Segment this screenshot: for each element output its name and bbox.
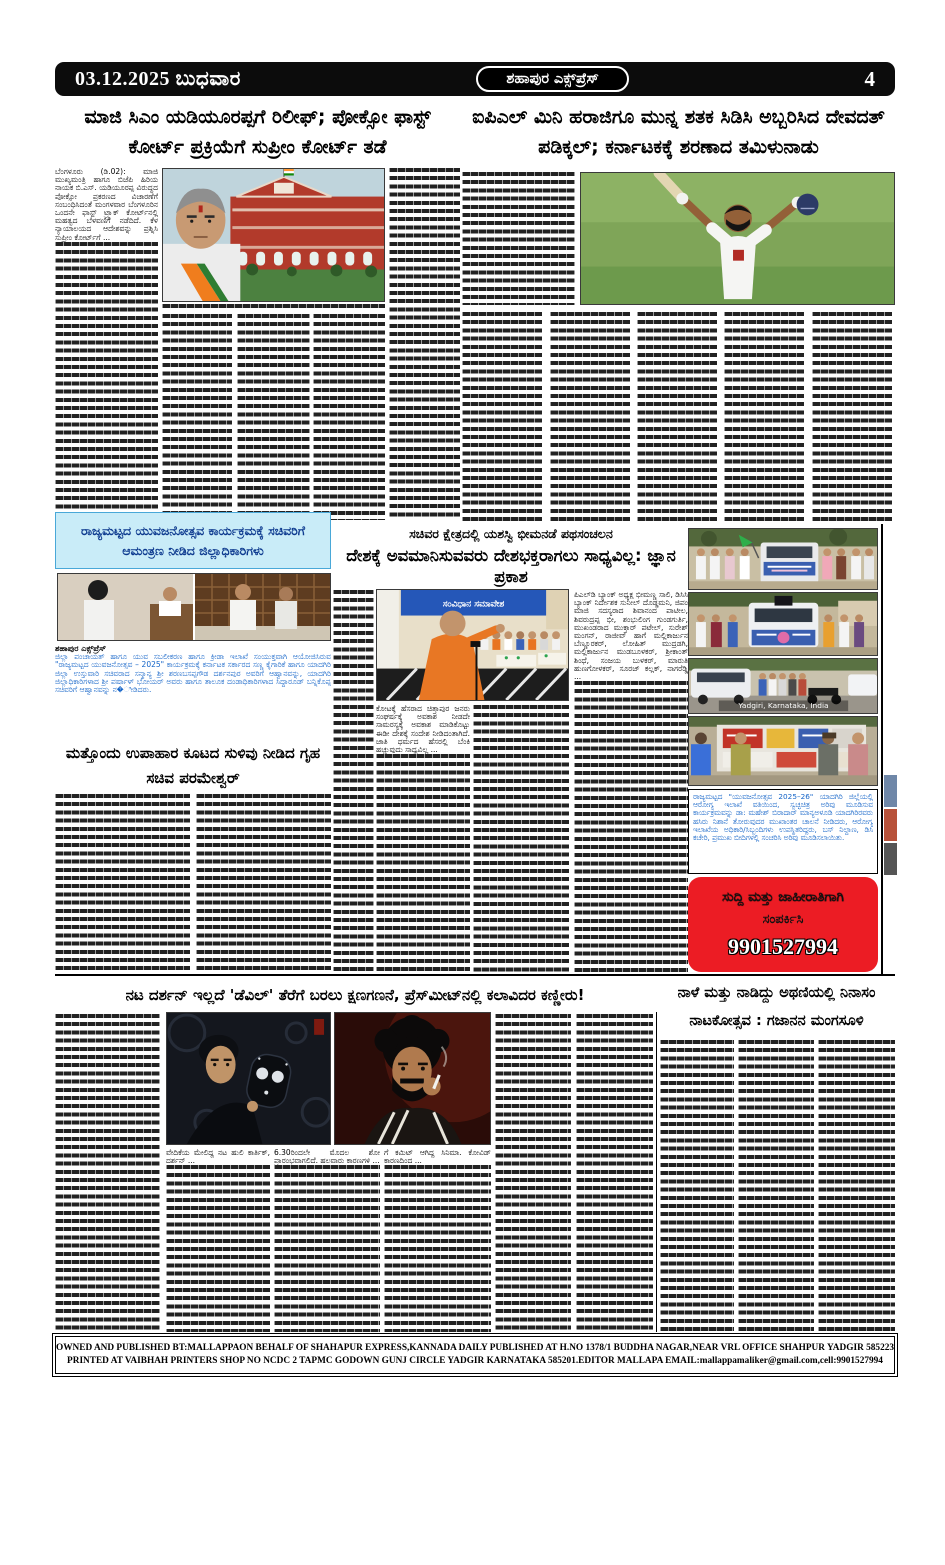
body-text-block — [55, 242, 158, 520]
body-text-block — [333, 590, 374, 975]
body-text-block — [660, 1040, 734, 1332]
cricketer-celebration-photo — [580, 172, 895, 305]
actor-press-meet-still — [334, 1012, 491, 1145]
body-text-block — [196, 794, 331, 976]
ad-phone-number: 9901527994 — [728, 934, 838, 960]
body-text-block — [576, 1014, 653, 1332]
body-text-block — [462, 172, 575, 305]
body-text-block — [818, 1040, 895, 1332]
body-text-block — [376, 754, 470, 975]
devil-movie-still — [166, 1012, 331, 1145]
monk-speech-photo — [376, 589, 569, 701]
headline-yediyurappa-relief: ಮಾಜಿ ಸಿಎಂ ಯಡಿಯೂರಪ್ಪಗೆ ರಿಲೀಫ್; ಪೋಕ್ಸೋ ಫಾಸ್ಟ್ ಕೋರ್ಟ್ ಪ್ರಕ್ರಿಯೆಗೆ ಸುಪ್ರೀಂ ಕೋರ್ಟ್ ತಡೆ — [84, 106, 431, 158]
flag-off-photo-2 — [688, 592, 878, 656]
footer-line-2: PRINTED AT VAIBHAH PRINTERS SHOP NO NCDC 2 TAPMC GODOWN GUNJ CIRCLE YADGIR KARNATAKA 585201.EDITOR MALLAPA EMAIL:mallappamaliker@gmail.com,cell:9901527994 — [67, 1356, 883, 1366]
masthead-title: ಶಹಾಪುರ ಎಕ್ಸ್‌ಪ್ರೆಸ್ — [476, 66, 628, 92]
yediyurappa-highcourt-photo — [162, 168, 385, 302]
street-vehicles-photo — [688, 658, 878, 714]
text-column — [55, 168, 158, 520]
body-text-block — [384, 1165, 491, 1332]
caption-source: ಶಹಾಪುರ ಎಕ್ಸ್‌ಪ್ರೆಸ್ — [55, 645, 107, 653]
ad-line2: ಸಂಪರ್ಕಿಸಿ — [762, 911, 804, 927]
body-text-block — [473, 705, 569, 975]
body-text-block — [274, 1165, 380, 1332]
kicker-bheemanade-march: ಸಚಿವರ ಕ್ಷೇತ್ರದಲ್ಲಿ ಯಶಸ್ವಿ ಭೀಮನಡೆ ಪಥಸಂಚಲನ — [409, 526, 613, 541]
body-text-block — [724, 312, 804, 522]
body-text-block — [55, 1014, 160, 1332]
body-text-block — [313, 314, 385, 520]
text-column — [384, 1149, 491, 1332]
text-column — [274, 1149, 380, 1332]
headline-padikkal-century: ಐಪಿಎಲ್ ಮಿನಿ ಹರಾಜಿಗೂ ಮುನ್ನ ಶತಕ ಸಿಡಿಸಿ ಅಬ್ಬರಿಸಿದ ದೇವದತ್ ಪಡಿಕ್ಕಲ್; ಕರ್ನಾಟಕಕ್ಕೆ ಶರಣಾದ ತಮಿಳುನಾಡು — [472, 106, 885, 158]
body-text-block — [166, 1165, 270, 1332]
masthead — [55, 62, 895, 96]
text-column — [574, 591, 688, 975]
masthead-date: 03.12.2025 ಬುಧವಾರ — [75, 67, 241, 90]
caption-text: ಜಿಲ್ಲಾ ಪಂಚಾಯತ್ ಹಾಗೂ ಯುವ ಸಬಲೀಕರಣ ಹಾಗೂ ಕ್ರೀಡಾ ಇಲಾಖೆ ಸಂಯುಕ್ತವಾಗಿ ಆಯೋಜಿಸಿರುವ "ರಾಜ್ಯಮಟ್ಟದ ಯುವಜನೋತ್ಸವ – 2025" ಕಾರ್ಯಕ್ರಮಕ್ಕೆ ಕರ್ನಾಟಕ ಸರ್ಕಾರದ ಸಣ್ಣ ಕೈಗಾರಿಕೆ ಹಾಗೂ ಯಾದಗಿರಿ ಜಿಲ್ಲಾ ಉಸ್ತುವಾರಿ ಸಚಿವರಾದ ಸನ್ಮಾನ್ಯ ಶ್ರೀ ಶರಣಬಸಪ್ಪಗೌಡ ದರ್ಶನಪುರ ಅವರಿಗೆ ಆಹ್ವಾನವನ್ನು, ಯಾದಗಿರಿ ಜಿಲ್ಲಾಧಿಕಾರಿಗಳಾದ ಶ್ರೀ ಪರ್ಷಾಳ್ ಭೋಯರ್ ಅವರು ಹಾಗೂ ತಾಲೂಕ ದಂಡಾಧಿಕಾರಿಗಳಾದ ಸಿದ್ದಾರೂಡ್ ಬನ್ನಿಕೊಪ್ಪ ಸಚಿವರಿಗೆ ಆಹ್ವಾನವನ್ನು ನ�ೀಡಿದರು. — [55, 652, 331, 695]
text-column — [376, 705, 470, 975]
body-text-block — [389, 168, 460, 520]
flag-off-photo-1 — [688, 528, 878, 590]
section-divider — [55, 974, 895, 976]
photo-caption-block — [55, 645, 331, 738]
headline-youth-festival-invitation: ರಾಜ್ಯಮಟ್ಟದ ಯುವಜನೋತ್ಸವ ಕಾರ್ಯಕ್ರಮಕ್ಕೆ ಸಚಿವರಿಗೆ ಆಮಂತ್ರಣ ನೀಡಿದ ಜಿಲ್ಲಾಧಿಕಾರಿಗಳು — [55, 512, 331, 569]
dignitaries-names-text: ಪಿಎಲ್‌ಡಿ ಬ್ಯಾಂಕ್ ಅಧ್ಯಕ್ಷ ಭೀಮಣ್ಣ ಸಾಲಿ, ಡಿಸಿಸಿ ಬ್ಯಾಂಕ್ ನಿರ್ದೇಶಕ ಸುನೀಲ್ ದೊಡ್ಡಮನಿ, ಜಿಪಂ ಮಾಜಿ ಸದಸ್ಯರಾದ ಶಿವಾನಂದ ಪಾಟೀಲ, ಶಿವರುದ್ರಪ್ಪ ಭೀ, ಶಂಭುಲಿಂಗ ಗುಂಡಗುರ್ತಿ, ಮುಖಂಡರಾದ ಮುಕ್ತಾರ್ ಪಟೇಲ್, ಸುರೇಶ್ ಮಂಗನ್, ರಾಜೀವ್ ಹಾಗೆ ಮಲ್ಲಿಕಾರ್ಜುನ ಬೆಣ್ಣೂರಕರ್, ಲೋಹಿತ್ ಮುದ್ರಡಗಿ, ಮಲ್ಲಿಕಾರ್ಜುನ ಮುಡಬೂಳಕರ್, ಶ್ರೀಕಾಂತ್ ಶಿಂಧೆ, ಸಂಜಯ ಬುಳಕರ್, ಮಾರುತಿ ಹುಣಗೋಳಕರ್, ಸೂರಜ್ ಕಲ್ಲಕ್, ನಾಗರೆಡ್ಡಿ ... — [574, 591, 688, 682]
caption-text: ರಾಜ್ಯಮಟ್ಟದ "ಯುವಜನೋತ್ಸವ 2025–26" ಯಾದಗಿರಿ ಜಿಲ್ಲೆಯಲ್ಲಿ ಆರೋಗ್ಯ ಇಲಾಖೆ ವತಿಯಿಂದ, ಸ್ವಚ್ಛಚಿತ್ರ ಅರಿವು ಮೂಡಿಸುವ ಕಾರ್ಯಕ್ರಮವನ್ನು ಡಾ: ಮಹೇಶ್ ಬಿರಾದಾರ್ ಮಾನ್ಯಅಳೂಡಿ ಯಾದಗಿರಿರವರು ಹಸಿರು ನಿಶಾನೆ ತೋರುವುದರ ಮುಖಾಂತರ ಚಾಲನೆ ನೀಡಿದರು, ಆರೋಗ್ಯ ಇಲಾಖೆಯ ಅಧಿಕಾರಿ/ಸಿಬ್ಬಂದಿಗಳು ಉಪಸ್ಥಿತರಿದ್ದರು, ಬಸ್ ನಿಲ್ದಾಣ, ಡಿಸಿ ಕಚೇರಿ, ಪ್ರಮುಖ ಬೀದಿಗಳಲ್ಲಿ ಸಂಚರಿಸಿ ಅರಿವು ಮೂಡಿಸಲಾಯಿತು. — [693, 792, 873, 843]
body-text-block — [162, 314, 232, 520]
news-ad-box — [688, 877, 878, 972]
article-snippet: 6.30ರಿಂದಲೇ ಮೊದಲ ಶೋ ಪ್ರಾರಂಭವಾಗಲಿದೆ. ಹಲವಾರು ಕಾರಣಗಳಿ ... — [274, 1149, 380, 1166]
text-column — [166, 1149, 270, 1332]
column-divider — [656, 1012, 657, 1332]
banner-text: ಸಂವಿಧಾನ ಸಮಾವೇಶ — [442, 599, 505, 610]
body-text-block — [574, 681, 688, 975]
article-lead: ಕೋಟಕ್ಕೆ ಹೆಸರಾದ ಚಿತ್ತಾಪುರ ಜನರು ಸಂಘರ್ಷಕ್ಕೆ ಅವಕಾಶ ನೀಡದೇ ಸಾಮರಸ್ಯಕ್ಕೆ ಅವಕಾಶ ಮಾಡಿಕೊಟ್ಟು ಈಡೀ ದೇಶಕ್ಕೆ ಸಂದೇಶ ನೀಡಿದಂತಾಗಿದೆ. ಜಾತಿ ಧರ್ಮದ ಹೆಸರಲ್ಲಿ ಬೆಂಕಿ ಹಚ್ಚುವುದು ಸಾಧ್ಯವಿಲ್ಲ ... — [376, 705, 470, 755]
body-text-block — [55, 794, 190, 976]
headline-gnana-prakash: ದೇಶಕ್ಕೆ ಅವಮಾನಿಸುವವರು ದೇಶಭಕ್ತರಾಗಲು ಸಾಧ್ಯವಿಲ್ಲ: ಜ್ಞಾನ ಪ್ರಕಾಶ — [346, 546, 676, 586]
photo-caption-line — [162, 304, 385, 311]
photo-caption-box — [688, 789, 878, 874]
body-text-block — [462, 312, 542, 522]
ad-line1: ಸುದ್ದಿ ಮತ್ತು ಜಾಹೀರಾತಿಗಾಗಿ — [722, 888, 844, 905]
photo-location-overlay: Yadgiri, Karnataka, India — [738, 701, 829, 711]
article-snippet: ಗೆ ಕಮಿಟ್ ಆಗಿದ್ದ ಸಿನಿಮಾ. ಕೋವಿಡ್ ಕಾರಣದಿಂದ ... — [384, 1149, 491, 1166]
headline-devil-movie: ನಟ ದರ್ಶನ್ ಇಲ್ಲದೆ 'ಡೆವಿಲ್' ತೆರೆಗೆ ಬರಲು ಕ್ಷಣಗಣನೆ, ಪ್ರೆಸ್‌ಮೀಟ್‌ನಲ್ಲಿ ಕಲಾವಿದರ ಕಣ್ಣೀರು! — [125, 986, 585, 1004]
poster-van-photo — [688, 716, 878, 786]
footer-line-1: OWNED AND PUBLISHED BT:MALLAPPAON BEHALF OF SHAHAPUR EXPRESS,KANNADA DAILY PUBLISHED AT H.NO 1378/1 BUDDHA NAGAR,NEAR VRL OFFICE SHAHPUR YADGIR 585223 — [56, 1342, 895, 1353]
body-text-block — [637, 312, 717, 522]
headline-ninasam-drama-festival: ನಾಳೆ ಮತ್ತು ನಾಡಿದ್ದು ಅಥಣಿಯಲ್ಲಿ ನಿನಾಸಂ ನಾಟಕೋತ್ಸವ : ಗಜಾನನ ಮಂಗಸೂಳಿ — [677, 985, 876, 1029]
body-text-block — [550, 312, 630, 522]
body-text-block — [495, 1014, 571, 1332]
article-lead: ಬೆಂಗಳೂರು (ಡಿ.02): ಮಾಜಿ ಮುಖ್ಯಮಂತ್ರಿ ಹಾಗೂ ಬಿಜೆಪಿ ಹಿರಿಯ ನಾಯಕ ಬಿ.ಎಸ್. ಯಡಿಯೂರಪ್ಪ ವಿರುದ್ಧದ ಪೋಕ್ಸೋ ಪ್ರಕರಣದ ವಿಚಾರಣೆಗೆ ಸಂಬಂಧಿಸಿದಂತೆ ಮಂಗಳವಾರ ಬೆಂಗಳೂರಿನ ಒಂದನೇ ಫಾಸ್ಟ್ ಟ್ರ್ಯಾಕ್ ಕೋರ್ಟ್‌ನಲ್ಲಿ ಮಹತ್ವದ ಬೆಳವಣಿಗೆ ನಡೆದಿದೆ. ಕೆಳ ನ್ಯಾಯಾಲಯದ ಆದೇಶವನ್ನು ಪ್ರಶ್ನಿಸಿ ಸುಪ್ರೀಂ ಕೋರ್ಟ್‌ಗೆ ... — [55, 168, 158, 242]
article-snippet: ವೇದಿಕೆಯ ಮೇಲಿದ್ದ ನಟ ಹುಲಿ ಕಾರ್ತಿಕ್, ದರ್ಶನ್ ... — [166, 1149, 270, 1166]
body-text-block — [812, 312, 892, 522]
column-divider — [881, 524, 883, 975]
body-text-block — [237, 314, 310, 520]
headline-breakfast-meeting: ಮತ್ತೊಂದು ಉಪಾಹಾರ ಕೂಟದ ಸುಳಿವು ನೀಡಿದ ಗೃಹ ಸಚಿವ ಪರಮೇಶ್ವರ್ — [65, 744, 321, 787]
footer — [55, 1336, 895, 1374]
body-text-block — [738, 1040, 814, 1332]
masthead-page-number: 4 — [864, 66, 875, 91]
minister-invitation-photo — [57, 573, 331, 641]
photo-strip — [884, 775, 897, 875]
